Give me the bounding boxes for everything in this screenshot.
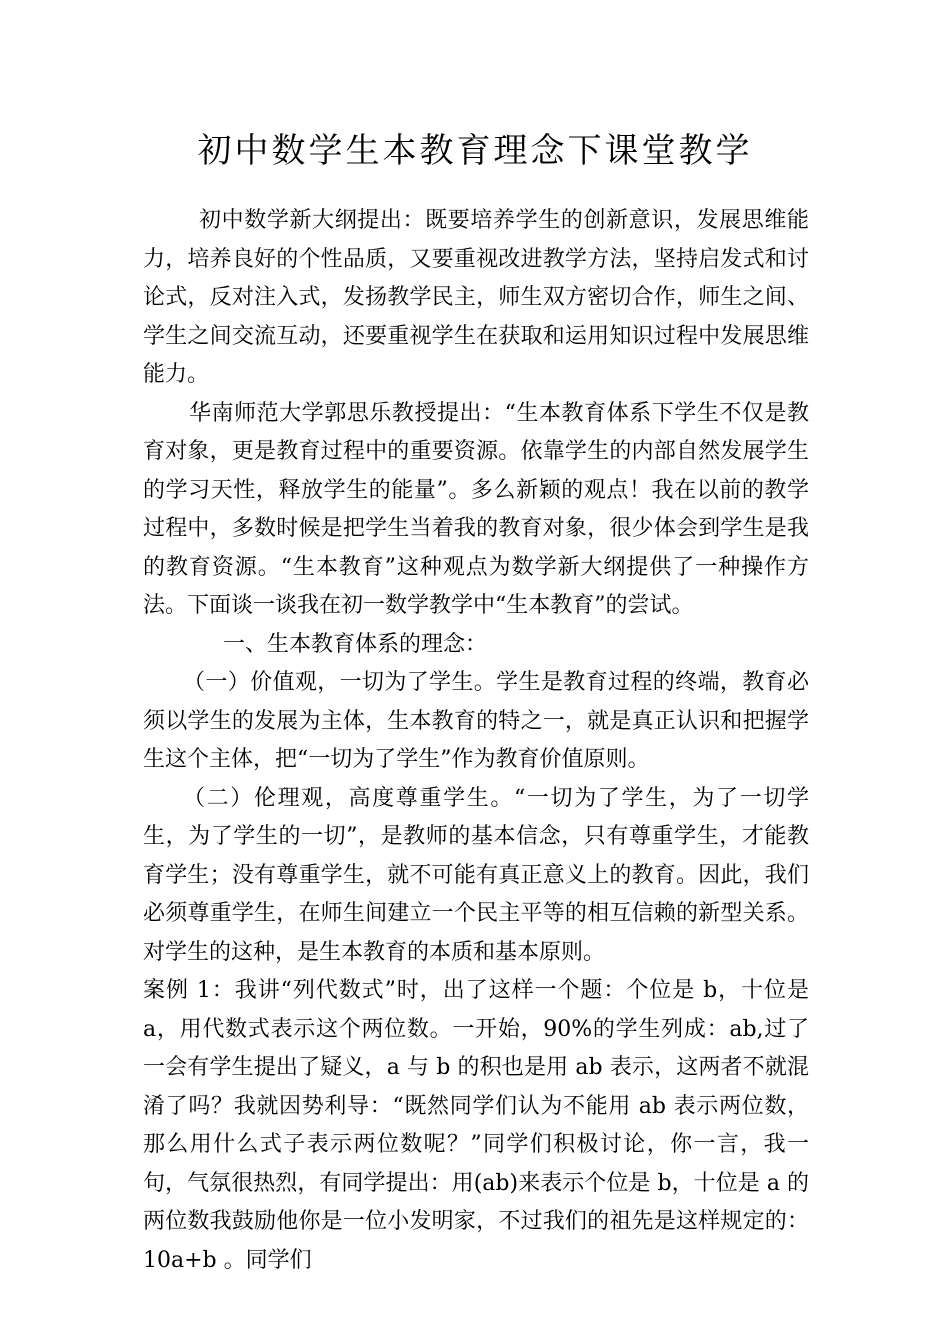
paragraph-professor-quote: 华南师范大学郭思乐教授提出：“生本教育体系下学生不仅是教育对象，更是教育过程中的重要资源。依靠学生的内部自然发展学生的学习天性，释放学生的能量”。多么新颖的观点！我在以前的教学过程中，多数时候是把学生当着我的教育对象，很少体会到学生是我的教育资源。“生本教育”这种观点为数学新大纲提供了一种操作方法。下面谈一谈我在初一数学教学中“生本教育”的尝试。 [143,400,809,618]
section-heading: 一、生本教育体系的理念： [223,631,488,657]
paragraph-case-1: 案例 1：我讲“列代数式”时，出了这样一个题：个位是 b，十位是 a，用代数式表示这个两位数。一开始，90%的学生列成：ab,过了一会有学生提出了疑义，a 与 b 的积也是用 ab 表示，这两者不就混淆了吗？我就因势利导：“既然同学们认为不能用 ab 表示两位数，那么用什么式子表示两位数呢？”同学们积极讨论，你一言，我一句，气氛很热烈，有同学提出：用(ab)来表示个位是 b，十位是 a 的两位数我鼓励他你是一位小发明家，不过我们的祖先是这样规定的：10a+b 。同学们 [143,978,809,1273]
paragraph-values: （一）价值观，一切为了学生。学生是教育过程的终端，教育必须以学生的发展为主体，生本教育的特之一，就是真正认识和把握学生这个主体，把“一切为了学生”作为教育价值原则。 [143,670,809,772]
document-title: 初中数学生本教育理念下课堂教学 [197,131,753,171]
paragraph-syllabus: 初中数学新大纲提出：既要培养学生的创新意识，发展思维能力，培养良好的个性品质，又要重视改进教学方法，坚持启发式和讨论式，反对注入式，发扬教学民主，师生双方密切合作，师生之间、学生之间交流互动，还要重视学生在获取和运用知识过程中发展思维能力。 [143,208,809,387]
paragraph-ethics: （二）伦理观，高度尊重学生。“一切为了学生，为了一切学生，为了学生的一切”，是教师的基本信念，只有尊重学生，才能教育学生；没有尊重学生，就不可能有真正意义上的教育。因此，我们必须尊重学生，在师生间建立一个民主平等的相互信赖的新型关系。对学生的这种，是生本教育的本质和基本原则。 [143,785,809,965]
document-body [143,202,809,1280]
